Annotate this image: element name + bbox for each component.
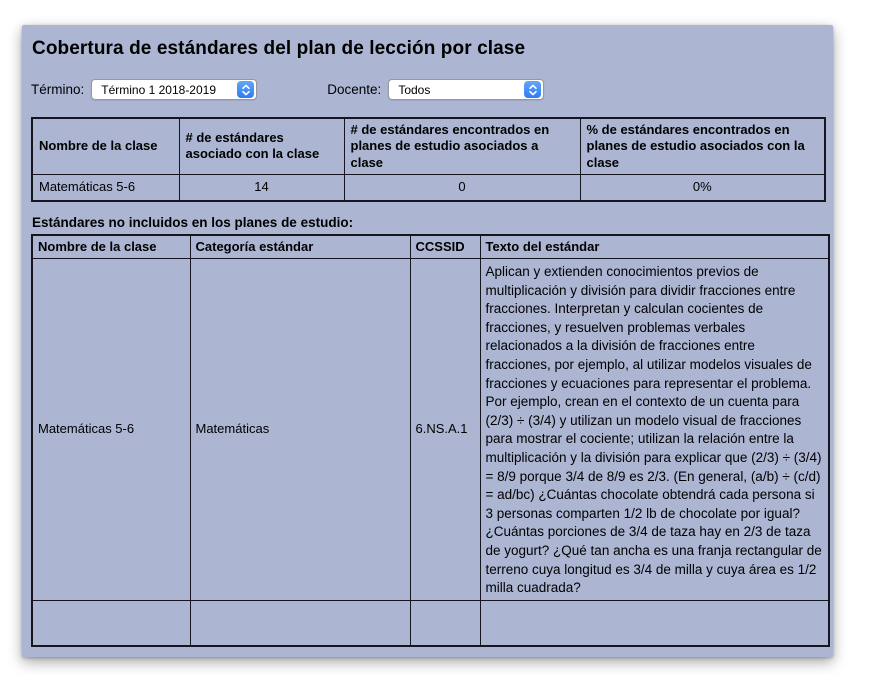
standards-header-class: Nombre de la clase	[32, 235, 190, 259]
standards-cell-text	[480, 600, 829, 646]
summary-header-row	[32, 118, 825, 174]
filter-bar	[31, 79, 824, 100]
term-select[interactable]	[91, 79, 257, 100]
select-stepper-icon	[237, 81, 254, 98]
summary-cell-associated: 14	[179, 174, 344, 201]
teacher-select-value: Todos	[398, 82, 431, 97]
standards-cell-category	[190, 600, 410, 646]
table-row	[32, 259, 829, 601]
table-row	[32, 174, 825, 201]
standards-cell-category: Matemáticas	[190, 259, 410, 601]
summary-cell-percent: 0%	[580, 174, 825, 201]
summary-header-associated: # de estándares asociado con la clase	[179, 118, 344, 174]
term-select-value: Término 1 2018-2019	[101, 82, 217, 97]
page-title: Cobertura de estándares del plan de lección por clase	[32, 38, 526, 59]
report-card	[22, 25, 833, 657]
teacher-select[interactable]	[388, 79, 544, 100]
standards-header-category: Categoría estándar	[190, 235, 410, 259]
standards-cell-ccssid: 6.NS.A.1	[410, 259, 480, 601]
table-row	[32, 600, 829, 646]
summary-header-found: # de estándares encontrados en planes de estudio asociados a clase	[344, 118, 580, 174]
standards-cell-ccssid	[410, 600, 480, 646]
summary-header-percent: % de estándares encontrados en planes de estudio asociados con la clase	[580, 118, 825, 174]
select-stepper-icon	[524, 81, 541, 98]
term-label: Término:	[31, 82, 85, 97]
teacher-label: Docente:	[327, 82, 382, 97]
summary-cell-found: 0	[344, 174, 580, 201]
standards-cell-class: Matemáticas 5-6	[32, 259, 190, 601]
standards-header-ccssid: CCSSID	[410, 235, 480, 259]
summary-table	[31, 117, 826, 202]
standards-cell-class	[32, 600, 190, 646]
standards-table	[31, 234, 830, 647]
standards-header-row	[32, 235, 829, 259]
section-label: Estándares no incluidos en los planes de estudio:	[32, 214, 354, 230]
standards-cell-text: Aplican y extienden conocimientos previos de multiplicación y división para dividir fracciones entre fracciones. Interpretan y calculan cocientes de fracciones, y resuelven problemas verbales relacionados a la división de fracciones entre fracciones, por ejemplo, al utilizar modelos visuales de fracciones y ecuaciones para representar el problema. Por ejemplo, crean en el contexto de un cuenta para (2/3) ÷ (3/4) y utilizan un modelo visual de fracciones para mostrar el cociente; utilizan la relación entre la multiplicación y la división para explicar que (2/3) ÷ (3/4) = 8/9 porque 3/4 de 8/9 es 2/3. (En general, (a/b) ÷ (c/d) = ad/bc) ¿Cuántas chocolate obtendrá cada persona si 3 personas comparten 1/2 lb de chocolate por igual? ¿Cuántas porciones de 3/4 de taza hay en 2/3 de taza de yogurt? ¿Qué tan ancha es una franja rectangular de terreno cuya longitud es 3/4 de milla y cuya área es 1/2 milla cuadrada?	[480, 259, 829, 601]
summary-cell-class: Matemáticas 5-6	[32, 174, 179, 201]
summary-header-class: Nombre de la clase	[32, 118, 179, 174]
standards-header-text: Texto del estándar	[480, 235, 829, 259]
